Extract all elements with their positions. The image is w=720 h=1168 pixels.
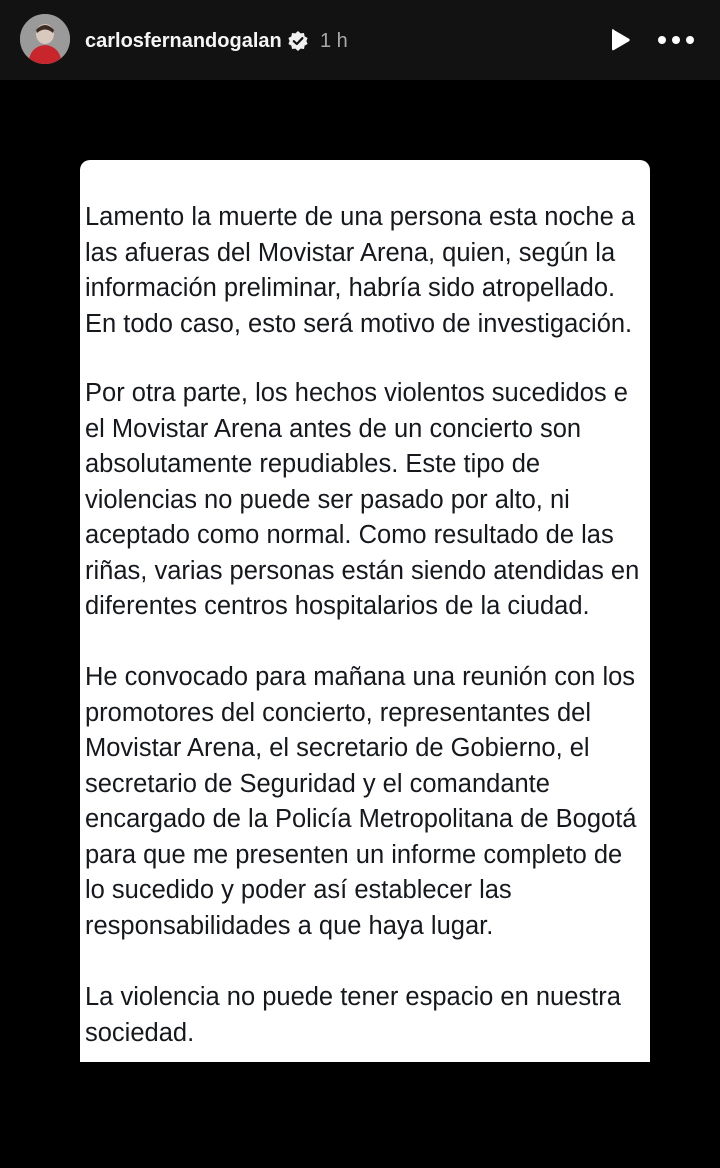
avatar[interactable] — [20, 14, 70, 64]
more-options-button[interactable] — [654, 24, 698, 56]
paragraph-4 — [85, 980, 650, 1051]
text-line: He convocado para mañana una reunión con los — [85, 663, 636, 691]
text-line: encargado de la Policía Metropolitana de Bogotá — [85, 805, 637, 833]
card-bottom-edge — [80, 1050, 650, 1062]
text-line: violencias no puede ser pasado por alto, ni — [85, 485, 570, 514]
paragraph-3 — [85, 660, 650, 944]
paragraph-2 — [85, 376, 650, 625]
play-button[interactable] — [604, 24, 636, 56]
text-line: para que me presenten un informe completo de — [85, 840, 623, 869]
text-line: aceptado como normal. Como resultado de las — [85, 521, 614, 549]
text-line: el Movistar Arena antes de un concierto son — [85, 414, 582, 443]
text-line: absolutamente repudiables. Este tipo de — [85, 450, 541, 478]
text-line: diferentes centros hospitalarios de la ciudad. — [85, 592, 590, 620]
text-line: responsabilidades a que haya lugar. — [85, 911, 494, 940]
post-time: 1 h — [320, 30, 348, 52]
text-line: información preliminar, habría sido atropellado. — [85, 274, 616, 302]
text-line: Lamento la muerte de una persona esta noche a — [85, 203, 636, 231]
story-header — [0, 0, 720, 80]
text-line: En todo caso, esto será motivo de investigación. — [85, 309, 633, 338]
text-line: lo sucedido y poder así establecer las — [85, 876, 512, 904]
text-line: secretario de Seguridad y el comandante — [85, 769, 550, 798]
text-line: las afueras del Movistar Arena, quien, según la — [85, 238, 616, 267]
paragraph-1 — [85, 200, 650, 342]
text-line: Por otra parte, los hechos violentos sucedidos e — [85, 379, 628, 407]
text-line: La violencia no puede tener espacio en nuestra — [85, 983, 621, 1011]
verified-badge-icon — [287, 30, 309, 52]
play-icon — [604, 24, 636, 56]
text-line: promotores del concierto, representantes del — [85, 698, 592, 727]
text-line: Movistar Arena, el secretario de Gobierno, el — [85, 734, 590, 762]
username[interactable]: carlosfernandogalan — [85, 30, 282, 52]
text-line: riñas, varias personas están siendo atendidas en — [85, 556, 640, 585]
more-options-icon — [654, 24, 698, 56]
post-card — [80, 160, 650, 1062]
text-line: sociedad. — [85, 1018, 195, 1047]
